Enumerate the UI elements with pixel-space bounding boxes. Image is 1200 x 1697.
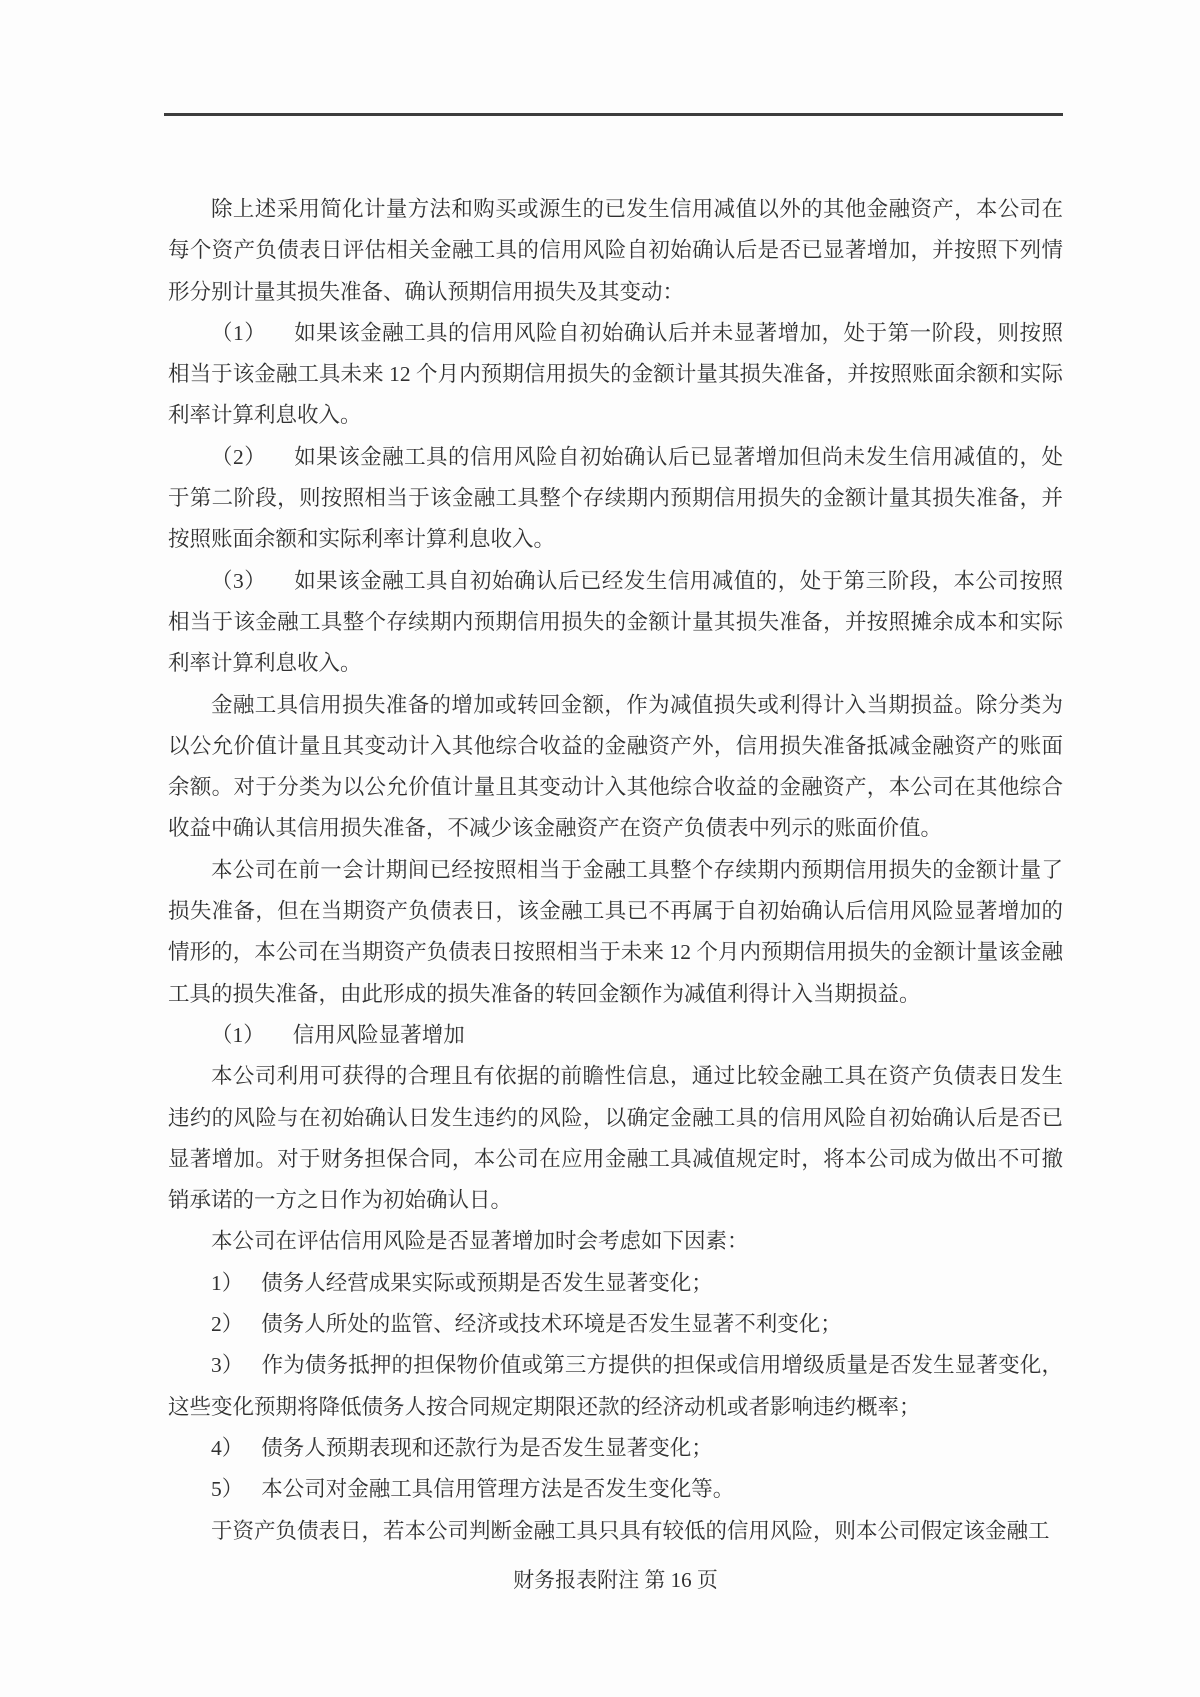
paragraph (168, 1511, 1063, 1552)
paragraph-text: 除上述采用简化计量方法和购买或源生的已发生信用减值以外的其他金融资产，本公司在每个资产负债表日评估相关金融工具的信用风险自初始确认后是否已显著增加，并按照下列情形分别计量其损失准备、确认预期信用损失及其变动： (168, 197, 1063, 304)
paragraph (168, 1056, 1063, 1221)
paragraph-text: 债务人经营成果实际或预期是否发生显著变化； (261, 1270, 713, 1295)
list-item (168, 1263, 1063, 1304)
paragraph-text: 如果该金融工具的信用风险自初始确认后并未显著增加，处于第一阶段，则按照相当于该金融工具未来 12 个月内预期信用损失的金额计量其损失准备，并按照账面余额和实际利率计算利息收入。 (168, 320, 1063, 428)
paragraph-text: 金融工具信用损失准备的增加或转回金额，作为减值损失或利得计入当期损益。除分类为以公允价值计量且其变动计入其他综合收益的金融资产外，信用损失准备抵减金融资产的账面余额。对于分类为以公允价值计量且其变动计入其他综合收益的金融资产，本公司在其他综合收益中确认其信用损失准备，不减少该金融资产在资产负债表中列示的账面价值。 (168, 692, 1063, 841)
list-item (168, 1469, 1063, 1510)
footer-page-label: 财务报表附注 第 16 页 (513, 1568, 718, 1592)
paragraph-text: 信用风险显著增加 (292, 1022, 465, 1047)
paragraph-text: 本公司在前一会计期间已经按照相当于金融工具整个存续期内预期信用损失的金额计量了损失准备，但在当期资产负债表日，该金融工具已不再属于自初始确认后信用风险显著增加的情形的，本公司在当期资产负债表日按照相当于未来 12 个月内预期信用损失的金额计量该金融工具的损失准备，由此形成的损失准备的转回金额作为减值利得计入当期损益。 (168, 857, 1063, 1006)
paragraph-text: 本公司对金融工具信用管理方法是否发生变化等。 (261, 1477, 735, 1502)
list-item (168, 1304, 1063, 1345)
paragraph-text: 作为债务抵押的担保物价值或第三方提供的担保或信用增级质量是否发生显著变化，这些变化预期将降低债务人按合同规定期限还款的经济动机或者影响违约概率； (168, 1353, 1063, 1419)
header-rule (164, 113, 1063, 116)
item-number-label: （3） (211, 568, 267, 593)
numbered-paragraph (168, 313, 1063, 437)
item-number-label: （2） (211, 444, 267, 469)
list-item (168, 1345, 1063, 1428)
paragraph-text: 债务人预期表现和还款行为是否发生显著变化； (261, 1435, 713, 1460)
paragraph-text: 本公司利用可获得的合理且有依据的前瞻性信息，通过比较金融工具在资产负债表日发生违约的风险与在初始确认日发生违约的风险，以确定金融工具的信用风险自初始确认后是否已显著增加。对于财务担保合同，本公司在应用金融工具减值规定时，将本公司成为做出不可撤销承诺的一方之日作为初始确认日。 (168, 1064, 1063, 1213)
numbered-paragraph (168, 1015, 1063, 1056)
item-number-label: （1） (211, 320, 267, 345)
item-number-label: 1） (211, 1270, 244, 1295)
item-number-label: 5） (211, 1477, 244, 1502)
item-number-label: 2） (211, 1312, 244, 1337)
item-number-label: 4） (211, 1435, 244, 1460)
paragraph-text: 于资产负债表日，若本公司判断金融工具只具有较低的信用风险，则本公司假定该金融工 (211, 1518, 1050, 1543)
paragraph (168, 189, 1063, 313)
item-number-label: 3） (211, 1353, 244, 1378)
paragraph (168, 1221, 1063, 1262)
paragraph (168, 685, 1063, 850)
document-body (168, 189, 1063, 1552)
item-number-label: （1） (211, 1022, 265, 1047)
paragraph-text: 本公司在评估信用风险是否显著增加时会考虑如下因素： (211, 1229, 749, 1254)
paragraph-text: 如果该金融工具的信用风险自初始确认后已显著增加但尚未发生信用减值的，处于第二阶段，则按照相当于该金融工具整个存续期内预期信用损失的金额计量其损失准备，并按照账面余额和实际利率计算利息收入。 (168, 444, 1063, 552)
list-item (168, 1428, 1063, 1469)
paragraph-text: 债务人所处的监管、经济或技术环境是否发生显著不利变化； (261, 1312, 842, 1337)
page-footer (168, 1565, 1063, 1595)
numbered-paragraph (168, 437, 1063, 561)
paragraph (168, 850, 1063, 1015)
numbered-paragraph (168, 561, 1063, 685)
paragraph-text: 如果该金融工具自初始确认后已经发生信用减值的，处于第三阶段，本公司按照相当于该金融工具整个存续期内预期信用损失的金额计量其损失准备，并按照摊余成本和实际利率计算利息收入。 (168, 568, 1063, 676)
